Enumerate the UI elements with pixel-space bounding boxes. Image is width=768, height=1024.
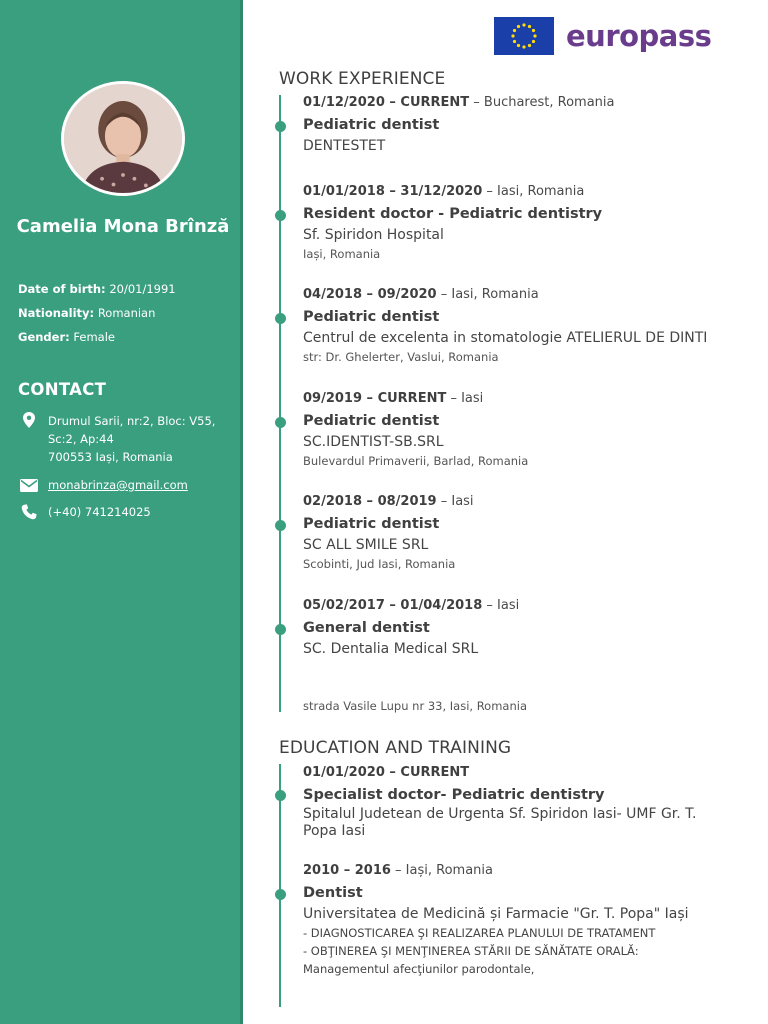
entry-location: – Iasi, Romania bbox=[482, 184, 585, 199]
work-entry bbox=[303, 390, 743, 469]
work-entry bbox=[303, 493, 743, 572]
work-timeline bbox=[279, 95, 281, 712]
timeline-dot bbox=[275, 313, 286, 324]
entry-date: 02/2018 – 08/2019 bbox=[303, 494, 437, 509]
entry-institution: Spitalul Judetean de Urgenta Sf. Spiridon Iasi- UMF Gr. T. Popa Iasi bbox=[303, 806, 697, 839]
work-entry bbox=[303, 597, 743, 659]
work-experience-heading: WORK EXPERIENCE bbox=[279, 69, 446, 89]
entry-role: Pediatric dentist bbox=[303, 309, 440, 325]
education-entry bbox=[303, 764, 743, 840]
entry-location: – Iasi bbox=[482, 598, 520, 613]
location-pin-icon bbox=[18, 412, 40, 428]
timeline-dot bbox=[275, 210, 286, 221]
nationality-label: Nationality: bbox=[18, 306, 95, 320]
entry-date: 01/01/2018 – 31/12/2020 bbox=[303, 184, 483, 199]
timeline-dot bbox=[275, 121, 286, 132]
entry-role: Pediatric dentist bbox=[303, 516, 440, 532]
work-entry bbox=[303, 286, 743, 365]
entry-address: Bulevardul Primaverii, Barlad, Romania bbox=[303, 454, 529, 468]
europass-logo bbox=[494, 17, 711, 55]
contact-address bbox=[18, 412, 223, 466]
sidebar bbox=[0, 0, 240, 1024]
entry-employer: SC.IDENTIST-SB.SRL bbox=[303, 434, 444, 450]
entry-employer: Sf. Spiridon Hospital bbox=[303, 227, 444, 243]
entry-address: Scobinti, Jud Iasi, Romania bbox=[303, 557, 456, 571]
entry-bullet: Managementul afecţiunilor parodontale, bbox=[303, 962, 535, 976]
entry-role: General dentist bbox=[303, 620, 430, 636]
entry-employer: Centrul de excelenta in stomatologie ATELIERUL DE DINTI bbox=[303, 330, 708, 346]
education-heading: EDUCATION AND TRAINING bbox=[279, 738, 512, 758]
email-link[interactable]: monabrinza@gmail.com bbox=[48, 478, 188, 492]
work-entry-address-block bbox=[303, 697, 743, 714]
dob-value: 20/01/1991 bbox=[109, 282, 176, 296]
entry-date: 01/01/2020 – CURRENT bbox=[303, 765, 470, 780]
entry-date: 04/2018 – 09/2020 bbox=[303, 287, 437, 302]
entry-role: Resident doctor - Pediatric dentistry bbox=[303, 206, 603, 222]
work-entry bbox=[303, 183, 743, 262]
entry-employer: SC ALL SMILE SRL bbox=[303, 537, 429, 553]
address-line-3: 700553 Iași, Romania bbox=[48, 450, 173, 464]
envelope-icon bbox=[18, 476, 40, 492]
dob-label: Date of birth: bbox=[18, 282, 106, 296]
gender-value: Female bbox=[73, 330, 115, 344]
entry-date: 2010 – 2016 bbox=[303, 863, 391, 878]
contact-heading: CONTACT bbox=[18, 380, 107, 399]
gender-label: Gender: bbox=[18, 330, 70, 344]
entry-location: – Iasi, Romania bbox=[436, 287, 539, 302]
contact-phone bbox=[18, 503, 223, 521]
entry-bullet: - DIAGNOSTICAREA ŞI REALIZAREA PLANULUI DE TRATAMENT bbox=[303, 926, 656, 940]
contact-email bbox=[18, 476, 223, 494]
sidebar-edge bbox=[240, 0, 243, 1024]
entry-location: – Iasi bbox=[446, 391, 484, 406]
timeline-dot bbox=[275, 790, 286, 801]
europass-wordmark: europass bbox=[566, 19, 712, 53]
education-entry bbox=[303, 862, 743, 978]
entry-role: Pediatric dentist bbox=[303, 413, 440, 429]
entry-date: 09/2019 – CURRENT bbox=[303, 391, 447, 406]
address-line-2: Sc:2, Ap:44 bbox=[48, 432, 114, 446]
dob-row bbox=[18, 282, 176, 296]
entry-location: – Iasi bbox=[436, 494, 474, 509]
timeline-dot bbox=[275, 417, 286, 428]
nationality-value: Romanian bbox=[97, 306, 156, 320]
address-line-1: Drumul Sarii, nr:2, Bloc: V55, bbox=[48, 414, 216, 428]
eu-flag-icon bbox=[494, 17, 554, 55]
gender-row bbox=[18, 330, 115, 344]
entry-date: 01/12/2020 – CURRENT bbox=[303, 95, 470, 110]
entry-institution: Universitatea de Medicină și Farmacie "Gr. T. Popa" Iași bbox=[303, 906, 689, 922]
entry-bullet: - OBŢINEREA ŞI MENŢINEREA STĂRII DE SĂNĂTATE ORALĂ: bbox=[303, 944, 639, 958]
entry-role: Dentist bbox=[303, 885, 363, 901]
entry-role: Specialist doctor- Pediatric dentistry bbox=[303, 787, 605, 803]
timeline-dot bbox=[275, 889, 286, 900]
timeline-dot bbox=[275, 520, 286, 531]
profile-photo bbox=[61, 81, 185, 196]
nationality-row bbox=[18, 306, 155, 320]
entry-date: 05/02/2017 – 01/04/2018 bbox=[303, 598, 483, 613]
entry-location: – Bucharest, Romania bbox=[469, 95, 615, 110]
entry-address: Iași, Romania bbox=[303, 247, 381, 261]
entry-role: Pediatric dentist bbox=[303, 117, 440, 133]
profile-name: Camelia Mona Brînză bbox=[16, 216, 230, 237]
entry-employer: SC. Dentalia Medical SRL bbox=[303, 641, 479, 657]
entry-address: strada Vasile Lupu nr 33, Iasi, Romania bbox=[303, 699, 527, 713]
phone-icon bbox=[18, 503, 40, 519]
work-entry bbox=[303, 94, 743, 156]
entry-address: str: Dr. Ghelerter, Vaslui, Romania bbox=[303, 350, 499, 364]
timeline-dot bbox=[275, 624, 286, 635]
phone-number: (+40) 741214025 bbox=[48, 505, 151, 519]
entry-location: – Iași, Romania bbox=[390, 863, 493, 878]
entry-employer: DENTESTET bbox=[303, 138, 386, 154]
